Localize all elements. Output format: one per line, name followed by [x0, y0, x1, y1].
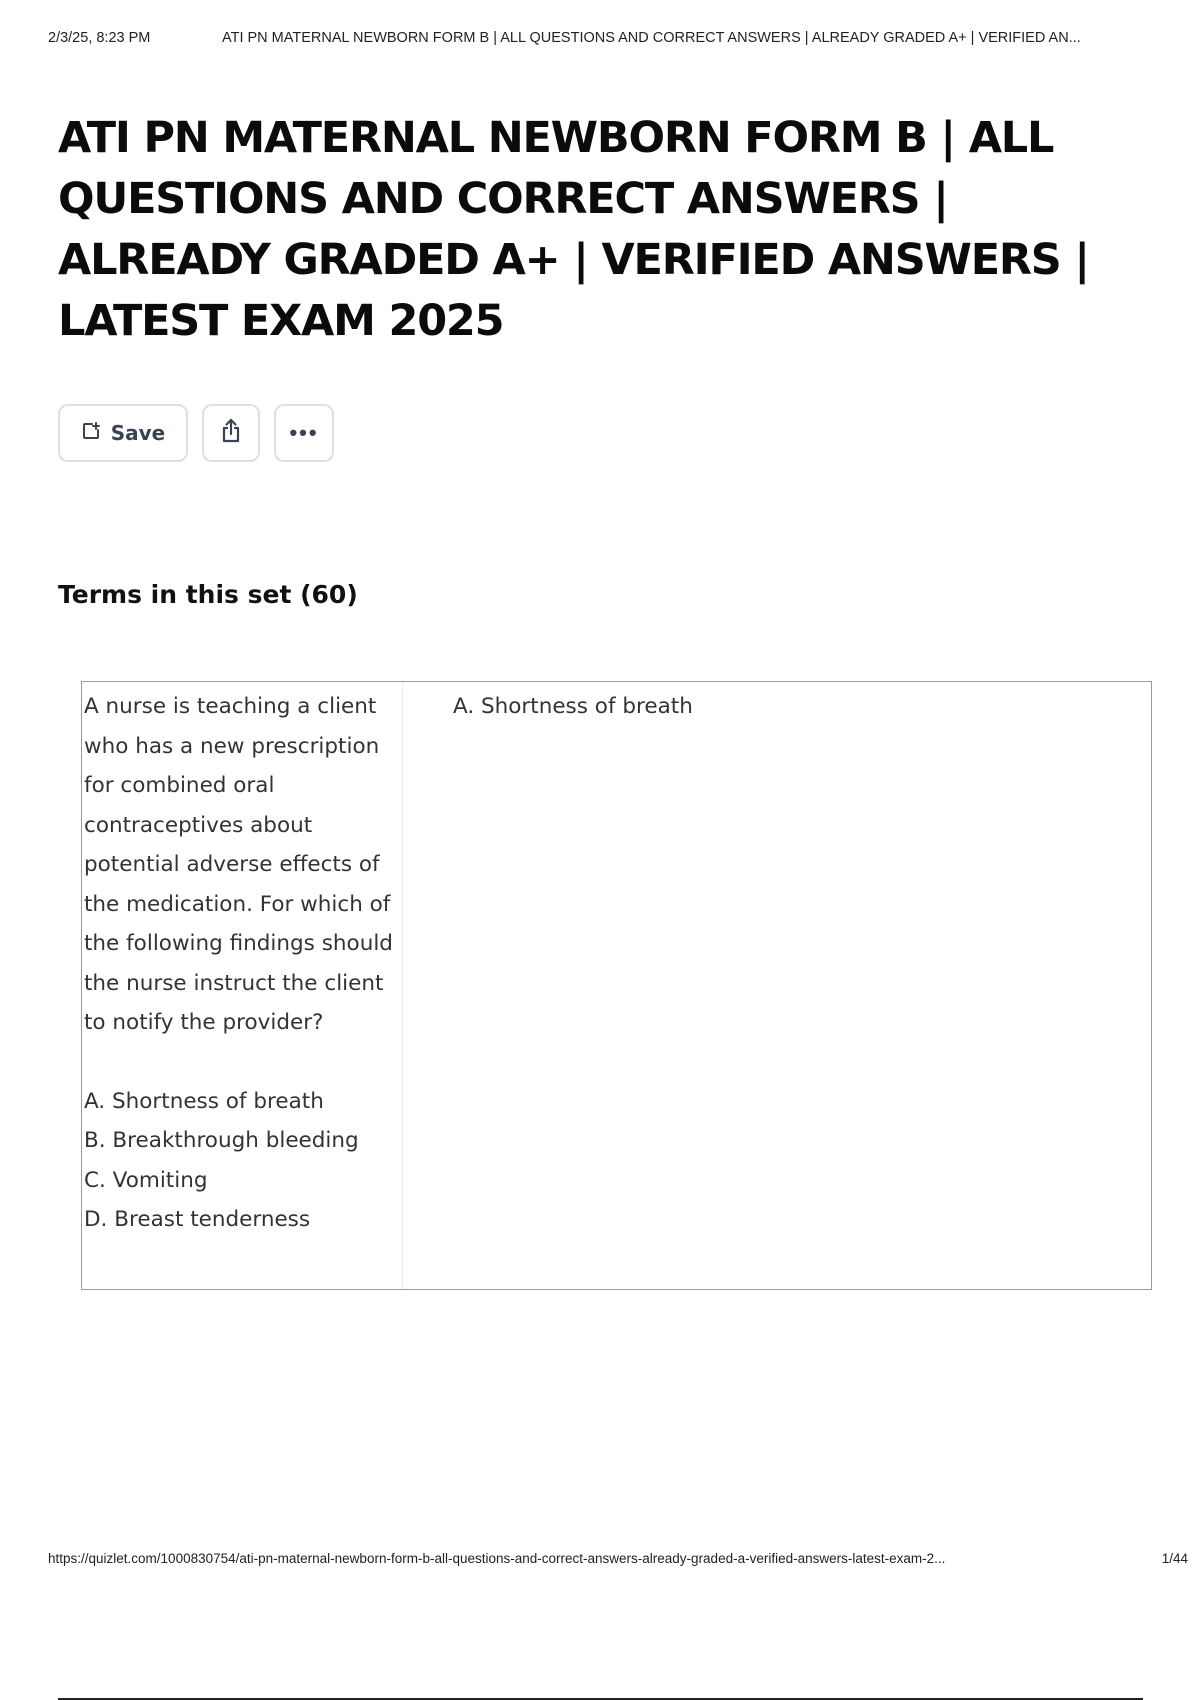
card-option: A. Shortness of breath [84, 1088, 324, 1114]
share-button[interactable] [202, 404, 260, 462]
print-datetime: 2/3/25, 8:23 PM [48, 30, 151, 46]
card-option: C. Vomiting [84, 1167, 208, 1193]
page-indicator: 1/44 [1161, 1551, 1188, 1566]
save-button-label: Save [110, 421, 166, 445]
print-doc-title: ATI PN MATERNAL NEWBORN FORM B | ALL QUESTIONS AND CORRECT ANSWERS | ALREADY GRADED A+ | VERIFIED AN... [222, 30, 1081, 46]
card-definition-side [403, 682, 1151, 1289]
page-url: https://quizlet.com/1000830754/ati-pn-maternal-newborn-form-b-all-questions-and-correct-answers-already-graded-a-verified-answers-latest-exam-2... [48, 1551, 946, 1566]
more-options-button[interactable] [274, 404, 334, 462]
save-folder-icon [81, 421, 101, 446]
card-term-side [82, 682, 403, 1289]
more-options-icon: ••• [289, 420, 319, 445]
card-option: B. Breakthrough bleeding [84, 1128, 359, 1153]
page-title: ATI PN MATERNAL NEWBORN FORM B | ALL QUESTIONS AND CORRECT ANSWERS | ALREADY GRADED A+ | VERIFIED ANSWERS | LATEST EXAM 2025 [58, 113, 1089, 346]
terms-heading: Terms in this set (60) [58, 580, 358, 609]
action-bar [58, 404, 334, 462]
share-icon [217, 417, 245, 450]
print-header [48, 30, 1178, 50]
card-question: A nurse is teaching a client who has a new prescription for combined oral contraceptives about potential adverse effects of the medication. For which of the following findings should the nurse instruct the client to notify the provider? [84, 694, 393, 1035]
save-button[interactable] [58, 404, 188, 462]
flashcard [81, 681, 1152, 1290]
card-answer: A. Shortness of breath [453, 694, 693, 719]
print-footer [48, 1551, 1188, 1566]
card-option: D. Breast tenderness [84, 1207, 311, 1232]
